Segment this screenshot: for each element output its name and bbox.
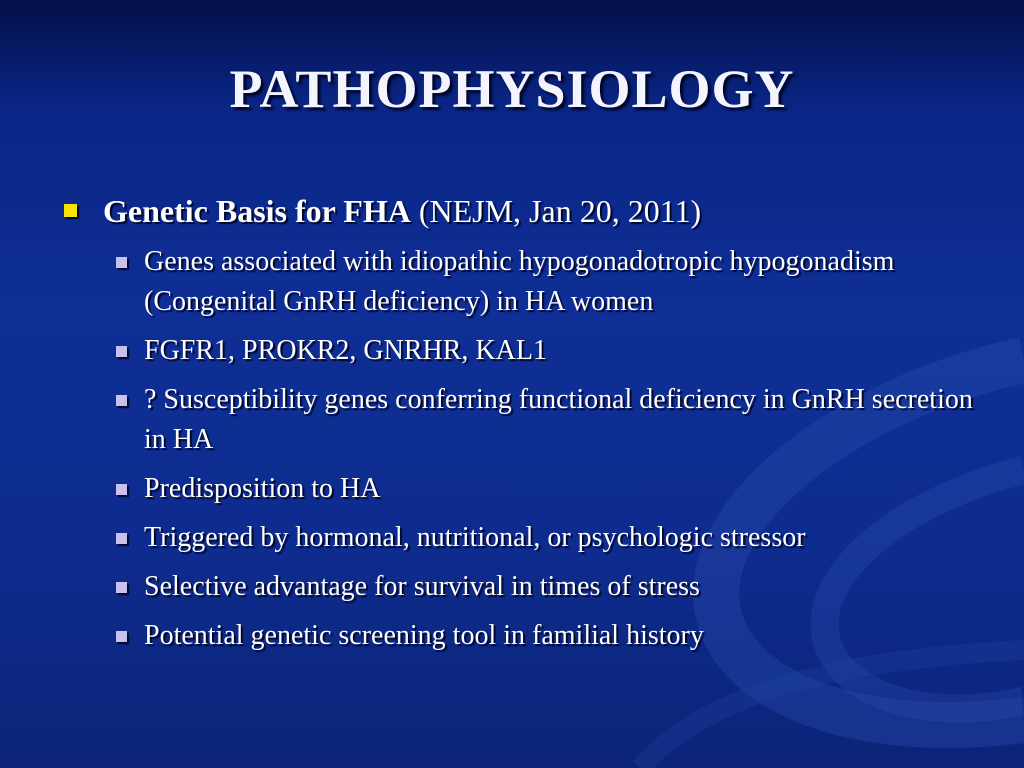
sub-bullet-text: Triggered by hormonal, nutritional, or psychologic stressor xyxy=(144,522,806,553)
sub-bullet-text: Genes associated with idiopathic hypogonadotropic hypogonadism (Congenital GnRH deficiency) in HA women xyxy=(144,246,895,317)
square-bullet-icon xyxy=(116,582,127,593)
sub-bullet-list xyxy=(62,242,982,656)
yellow-square-bullet-icon xyxy=(64,204,77,217)
square-bullet-icon xyxy=(116,257,127,268)
sub-bullet-item xyxy=(114,518,982,558)
sub-bullet-item xyxy=(114,380,982,460)
square-bullet-icon xyxy=(116,346,127,357)
square-bullet-icon xyxy=(116,533,127,544)
square-bullet-icon xyxy=(116,631,127,642)
sub-bullet-item xyxy=(114,242,982,322)
main-bullet-item xyxy=(62,190,982,232)
slide-content xyxy=(62,190,982,665)
main-bullet-bold-text: Genetic Basis for FHA xyxy=(103,193,411,229)
sub-bullet-item xyxy=(114,469,982,509)
sub-bullet-text: Predisposition to HA xyxy=(144,473,381,504)
slide-title: PATHOPHYSIOLOGY xyxy=(229,59,795,119)
sub-bullet-text: FGFR1, PROKR2, GNRHR, KAL1 xyxy=(144,335,547,366)
main-bullet-citation: (NEJM, Jan 20, 2011) xyxy=(410,193,702,229)
square-bullet-icon xyxy=(116,395,127,406)
square-bullet-icon xyxy=(116,484,127,495)
sub-bullet-item xyxy=(114,567,982,607)
sub-bullet-text: Selective advantage for survival in times of stress xyxy=(144,571,700,602)
sub-bullet-item xyxy=(114,331,982,371)
sub-bullet-item xyxy=(114,616,982,656)
sub-bullet-text: Potential genetic screening tool in familial history xyxy=(144,620,704,651)
sub-bullet-text: ? Susceptibility genes conferring functional deficiency in GnRH secretion in HA xyxy=(144,384,973,455)
